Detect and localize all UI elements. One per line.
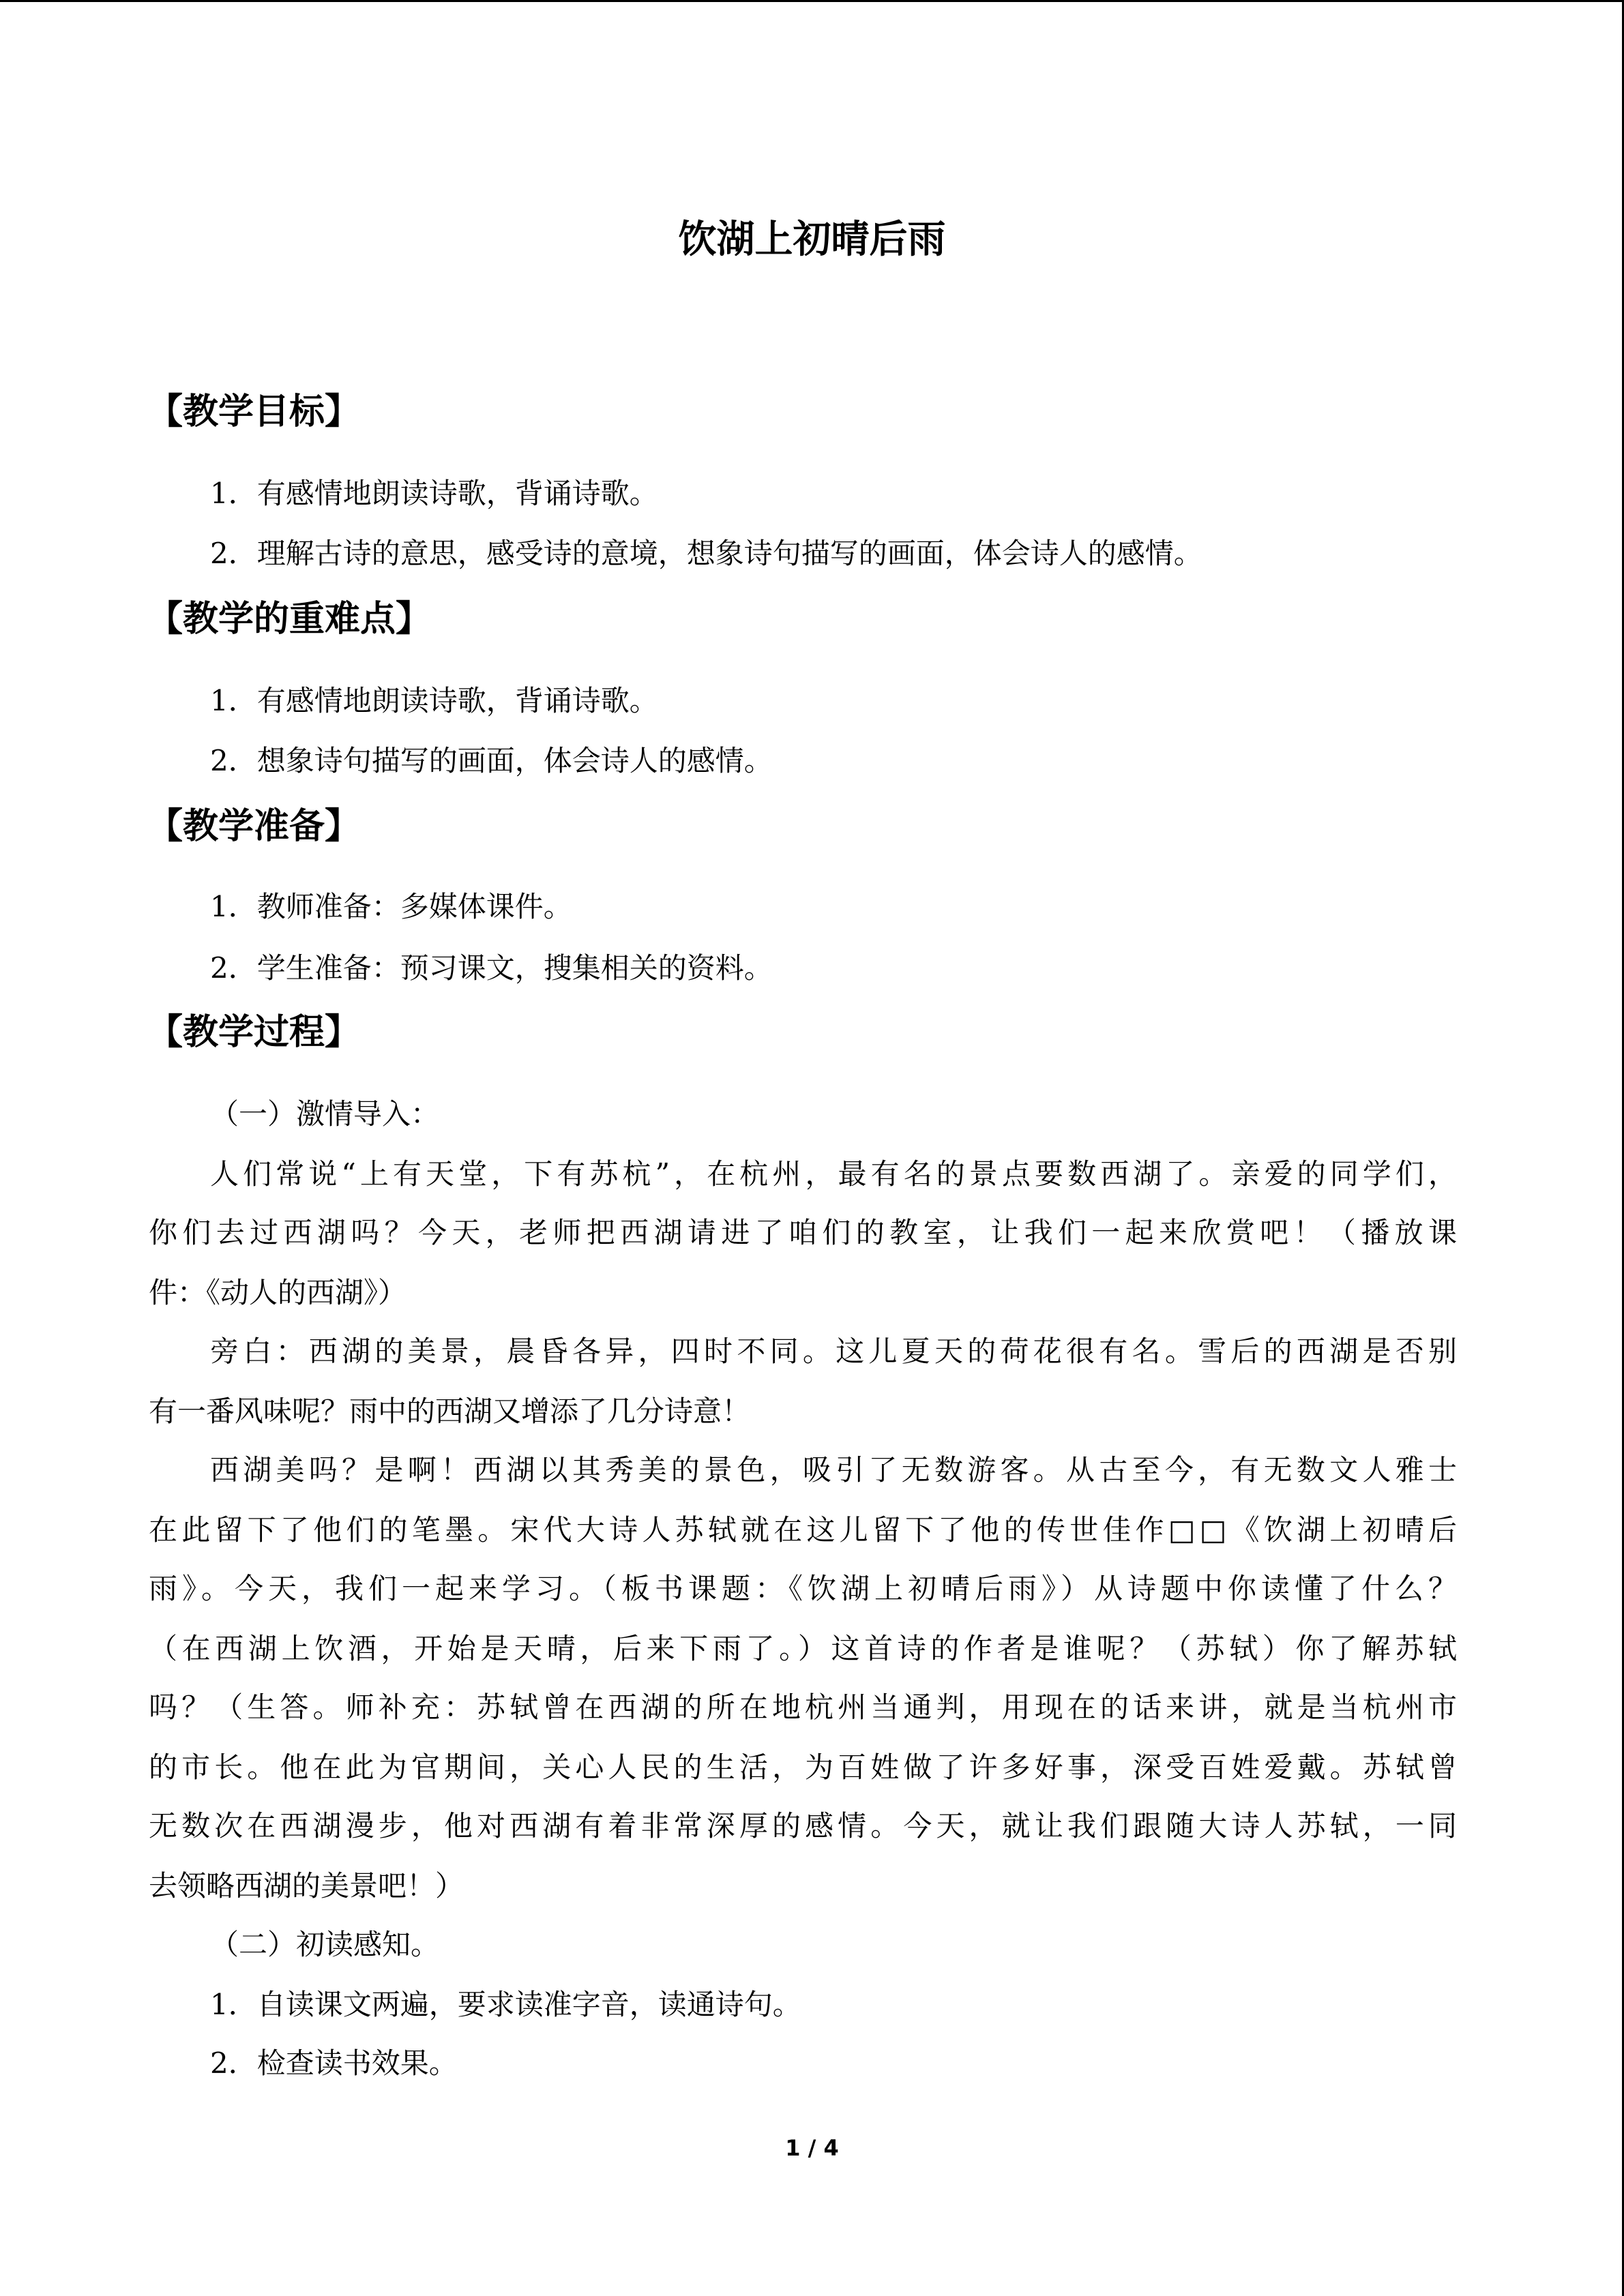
process-para2-line-2: 有一番风味呢？雨中的西湖又增添了几分诗意！ [149,1395,751,1428]
process-para3-line-5: 吗？（生答。师补充：苏轼曾在西湖的所在地杭州当通判，用现在的话来讲，就是当杭州市 [149,1690,1457,1724]
preparation-item-2: 2．学生准备：预习课文，搜集相关的资料。 [210,951,773,985]
section-heading-goals: 【教学目标】 [147,391,361,432]
process-para1-line-2: 你们去过西湖吗？今天，老师把西湖请进了咱们的教室，让我们一起来欣赏吧！（播放课 [149,1216,1457,1249]
process-intro-label: （一）激情导入： [210,1097,440,1131]
process-para1-line-3: 件：《动人的西湖》） [149,1276,407,1309]
process-para3-line-6: 的市长。他在此为官期间，关心人民的生活，为百姓做了许多好事，深受百姓爱戴。苏轼曾 [149,1750,1457,1784]
process-para3-line-3: 雨》。今天，我们一起来学习。（板书课题：《饮湖上初晴后雨》）从诗题中你读懂了什么？ [149,1572,1457,1605]
preparation-item-1: 1．教师准备：多媒体课件。 [210,890,572,923]
process-para1-line-1: 人们常说“上有天堂，下有苏杭”，在杭州，最有名的景点要数西湖了。亲爱的同学们， [210,1157,1457,1191]
page-number: 1 / 4 [785,2135,839,2161]
page-border-top [0,0,1624,2]
reading-item-1: 1．自读课文两遍，要求读准字音，读通诗句。 [210,1988,801,2021]
section-heading-preparation: 【教学准备】 [147,806,361,847]
process-para3-line-4: （在西湖上饮酒，开始是天晴，后来下雨了。）这首诗的作者是谁呢？（苏轼）你了解苏轼 [149,1632,1457,1665]
page-title: 饮湖上初晴后雨 [678,218,946,262]
process-reading-label: （二）初读感知。 [210,1928,440,1961]
process-para3-line-7: 无数次在西湖漫步，他对西湖有着非常深厚的感情。今天，就让我们跟随大诗人苏轼，一同 [149,1809,1457,1843]
goal-item-2: 2．理解古诗的意思，感受诗的意境，想象诗句描写的画面，体会诗人的感情。 [210,537,1202,570]
key-point-item-1: 1．有感情地朗读诗歌，背诵诗歌。 [210,684,658,717]
process-para3-line-2: 在此留下了他们的笔墨。宋代大诗人苏轼就在这儿留下了他的传世佳作□□《饮湖上初晴后 [149,1513,1457,1547]
process-para2-line-1: 旁白：西湖的美景，晨昏各异，四时不同。这儿夏天的荷花很有名。雪后的西湖是否别 [210,1335,1457,1368]
key-point-item-2: 2．想象诗句描写的画面，体会诗人的感情。 [210,744,773,777]
reading-item-2: 2．检查读书效果。 [210,2046,458,2080]
process-para3-line-1: 西湖美吗？是啊！西湖以其秀美的景色，吸引了无数游客。从古至今，有无数文人雅士 [210,1453,1457,1487]
process-para3-line-8: 去领略西湖的美景吧！） [149,1869,464,1903]
section-heading-process: 【教学过程】 [147,1012,361,1053]
section-heading-key-points: 【教学的重难点】 [147,599,432,640]
goal-item-1: 1．有感情地朗读诗歌，背诵诗歌。 [210,477,658,510]
